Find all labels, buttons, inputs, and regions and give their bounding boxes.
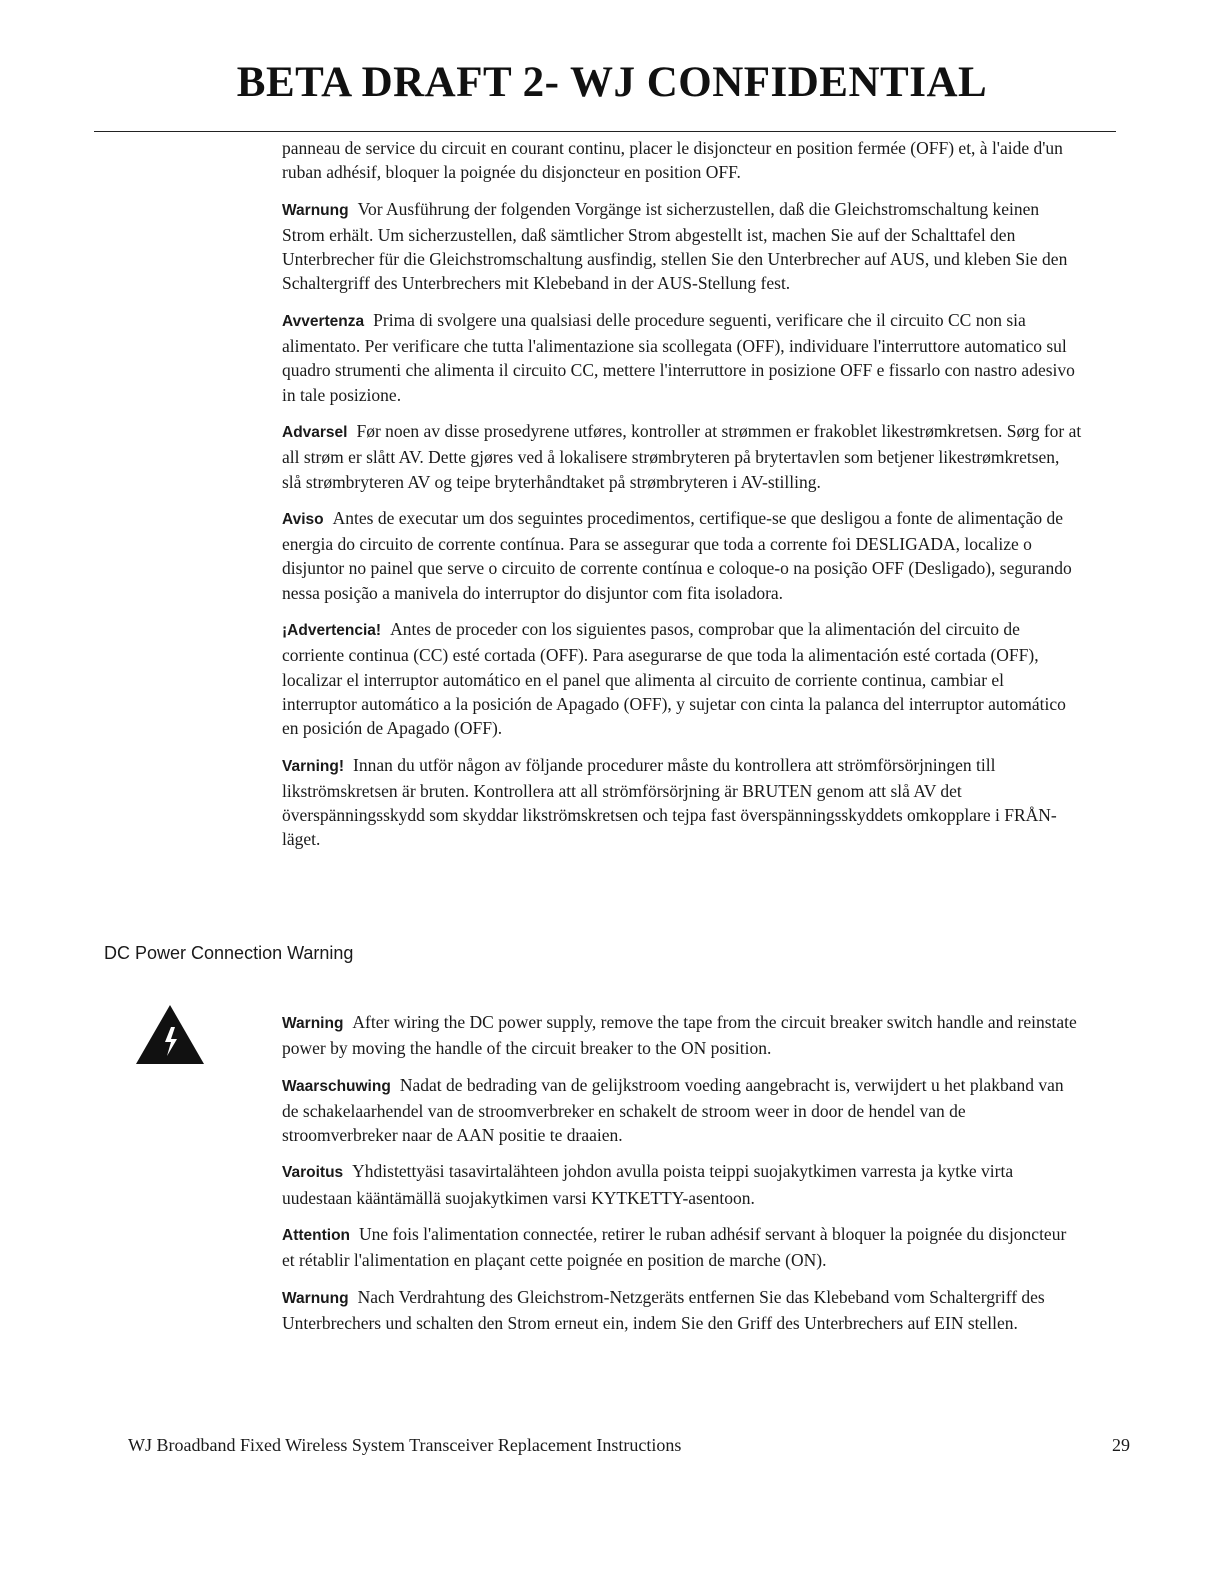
warning-text: Yhdistettyäsi tasavirtalähteen johdon avulla poista teippi suojakytkimen varresta ja kytke virta uudestaan kääntämällä suojakytkimen varsi KYTKETTY-asentoon. [282,1161,1014,1208]
warning-label: Avvertenza [282,312,365,330]
warning-text: After wiring the DC power supply, remove the tape from the circuit breaker switch handle and reinstate power by moving the handle of the circuit breaker to the ON position. [282,1012,1077,1059]
header-divider [94,131,1116,132]
footer-document-title: WJ Broadband Fixed Wireless System Transceiver Replacement Instructions [128,1435,682,1455]
warning-paragraph [282,136,1082,185]
warning-paragraph [282,419,1082,494]
warning-label: Attention [282,1227,351,1245]
warning-triangle-lightning-icon [135,1003,205,1065]
warning-text: Une fois l'alimentation connectée, retirer le ruban adhésif servant à bloquer la poignée du disjoncteur et rétablir l'alimentation en plaçant cette poignée en position de marche (ON). [282,1224,1067,1271]
warning-paragraph [282,753,1082,852]
warning-paragraph [282,1073,1082,1148]
warning-text: Antes de proceder con los siguientes pasos, comprobar que la alimentación del circuito de corriente continua (CC) esté cortada (OFF). Para asegurarse de que toda la alimentación esté cortada (OFF), localizar el interruptor automático en el panel que alimenta al circuito de corriente continua, cambiar el interruptor automático a la posición de Apagado (OFF), y sujetar con cinta la palanca del interruptor automático en posición de Apagado (OFF). [282,619,1066,739]
warning-paragraph [282,1222,1082,1273]
warning-text: Før noen av disse prosedyrene utføres, kontroller at strømmen er frakoblet likestrømkretsen. Sørg for at all strøm er slått AV. Dette gjøres ved å lokalisere strømbryteren på brytertavlen som betjener likestrømkretsen, slå strømbryteren AV og teipe bryterhåndtaket på strømbryteren i AV-stilling. [282,420,1082,492]
warning-label: Warnung [282,201,349,219]
warning-text: panneau de service du circuit en courant continu, placer le disjoncteur en position fermée (OFF) et, à l'aide d'un ruban adhésif, bloquer la poignée du disjoncteur en position OFF. [282,138,1063,183]
warning-paragraph [282,1285,1082,1336]
warning-text: Vor Ausführung der folgenden Vorgänge ist sicherzustellen, daß die Gleichstromschaltung keinen Strom erhält. Um sicherzustellen, daß sämtlicher Strom abgestellt ist, machen Sie auf der Schalttafel den Unterbrecher für die Gleichstromschaltung ausfindig, stellen Sie den Unterbrecher auf AUS, und kleben Sie den Schaltergriff des Unterbrechers mit Klebeband in der AUS-Stellung fest. [282,198,1068,294]
warning-paragraph [282,308,1082,407]
warning-text: Antes de executar um dos seguintes procedimentos, certifique-se que desligou a fonte de alimentação de energia do circuito de corrente contínua. Para se assegurar que toda a corrente foi DESLIGADA, localize o disjuntor no painel que serve o circuito de corrente contínua e coloque-o na posição OFF (Desligado), segurando nessa posição a manivela do interruptor do disjuntor com fita isoladora. [282,507,1072,603]
warning-paragraph [282,1010,1082,1061]
warning-label: Varoitus [282,1164,344,1182]
warning-text: Innan du utför någon av följande procedurer måste du kontrollera att strömförsörjningen till likströmskretsen är bruten. Kontrollera att all strömförsörjning är BRUTEN genom att slå AV det överspänningsskydd som skyddar likströmskretsen och tejpa fast överspänningsskyddets omkopplare i FRÅN-läget. [282,754,1057,850]
dc-power-warning-paragraphs [282,1010,1082,1347]
warning-label: Advarsel [282,423,348,441]
warning-text: Nadat de bedrading van de gelijkstroom voeding aangebracht is, verwijdert u het plakband van de schakelaarhendel van de stroomverbreker en schakelt de stroom weer in door de hendel van de stroomverbreker naar de AAN positie te draaien. [282,1074,1064,1146]
warning-paragraphs-continued [282,136,1082,864]
warning-text: Nach Verdrahtung des Gleichstrom-Netzgeräts entfernen Sie das Klebeband vom Schaltergriff des Unterbrechers und schalten den Strom erneut ein, indem Sie den Griff des Unterbrechers auf EIN stellen. [282,1286,1045,1333]
page-number: 29 [1112,1435,1130,1455]
warning-label: Varning! [282,757,345,775]
page-header-title: BETA DRAFT 2- WJ CONFIDENTIAL [236,59,988,106]
section-title: DC Power Connection Warning [104,943,354,963]
warning-label: Warning [282,1015,344,1032]
warning-label: ¡Advertencia! [282,622,382,640]
warning-text: Prima di svolgere una qualsiasi delle procedure seguenti, verificare che il circuito CC non sia alimentato. Per verificare che tutta l'alimentazione sia scollegata (OFF), individuare l'interruttore automatico sul quadro strumenti che alimenta il circuito CC, mettere l'interruttore in posizione OFF e fissarlo con nastro adesivo in tale posizione. [282,309,1075,405]
warning-paragraph [282,1159,1082,1210]
warning-paragraph [282,506,1082,605]
warning-label: Aviso [282,510,324,528]
warning-paragraph [282,617,1082,740]
warning-label: Waarschuwing [282,1077,391,1095]
warning-paragraph [282,197,1082,296]
warning-label: Warnung [282,1289,349,1307]
